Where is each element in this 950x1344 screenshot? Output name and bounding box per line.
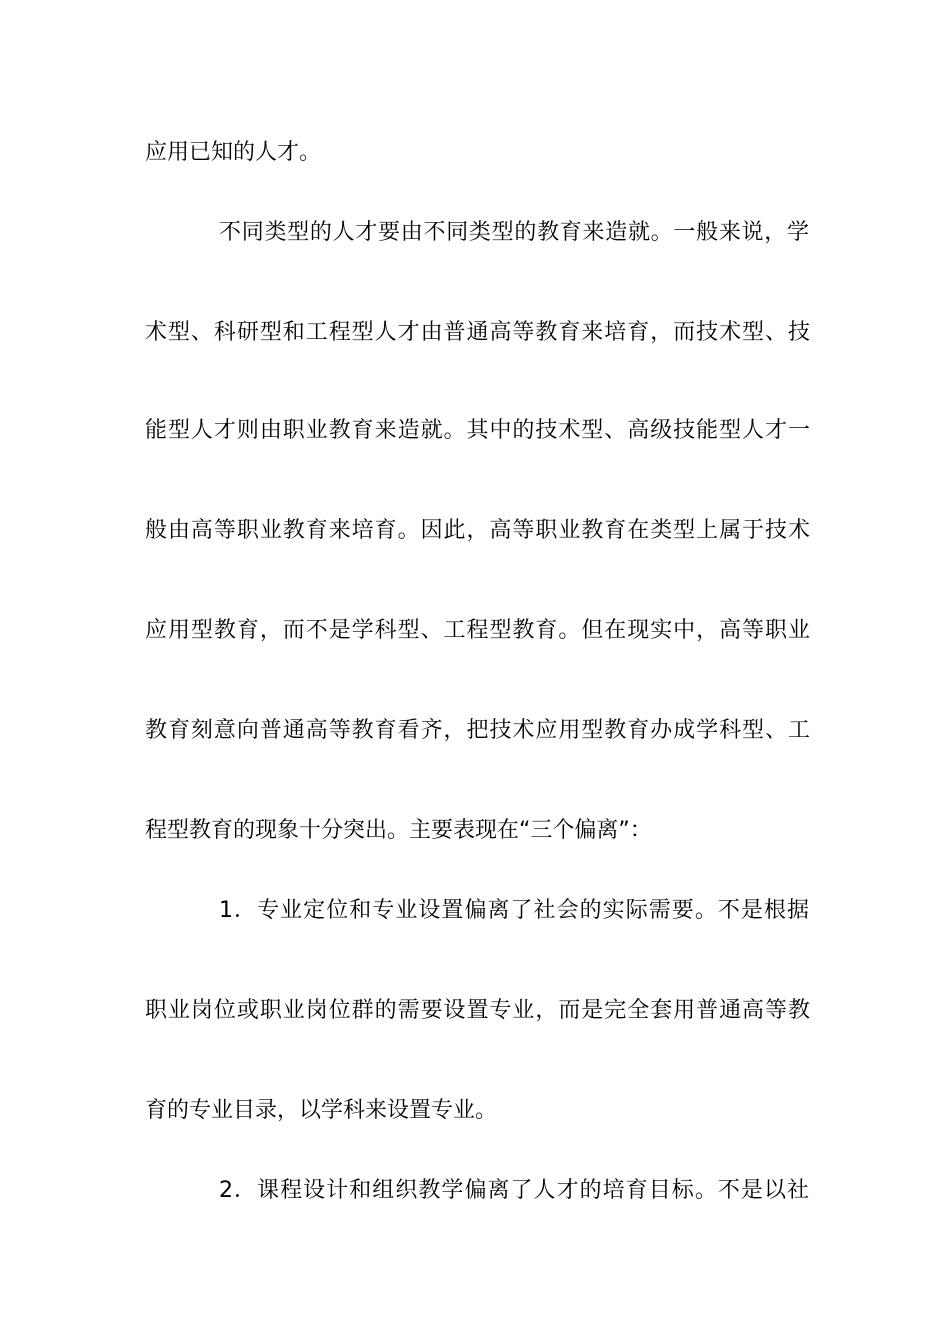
list-item-line: 1．专业定位和专业设置偏离了社会的实际需要。不是根据 (219, 898, 809, 923)
list-item-line: 2．课程设计和组织教学偏离了人才的培育目标。不是以社 (219, 1178, 809, 1203)
paragraph-line: 程型教育的现象十分突出。主要表现在“三个偏离”： (145, 818, 652, 843)
paragraph-line: 术型、科研型和工程型人才由普通高等教育来培育，而技术型、技 (145, 320, 810, 345)
paragraph-line: 般由高等职业教育来培育。因此，高等职业教育在类型上属于技术 (145, 518, 810, 543)
paragraph-line: 教育刻意向普通高等教育看齐，把技术应用型教育办成学科型、工 (145, 718, 810, 743)
paragraph-line: 能型人才则由职业教育来造就。其中的技术型、高级技能型人才一 (145, 418, 810, 443)
list-item-line: 职业岗位或职业岗位群的需要设置专业，而是完全套用普通高等教 (145, 998, 810, 1023)
paragraph-line: 应用型教育，而不是学科型、工程型教育。但在现实中，高等职业 (145, 618, 810, 643)
paragraph-line: 不同类型的人才要由不同类型的教育来造就。一般来说，学 (219, 220, 809, 245)
paragraph-line: 应用已知的人才。 (145, 140, 322, 165)
list-item-line: 育的专业目录，以学科来设置专业。 (145, 1098, 498, 1123)
